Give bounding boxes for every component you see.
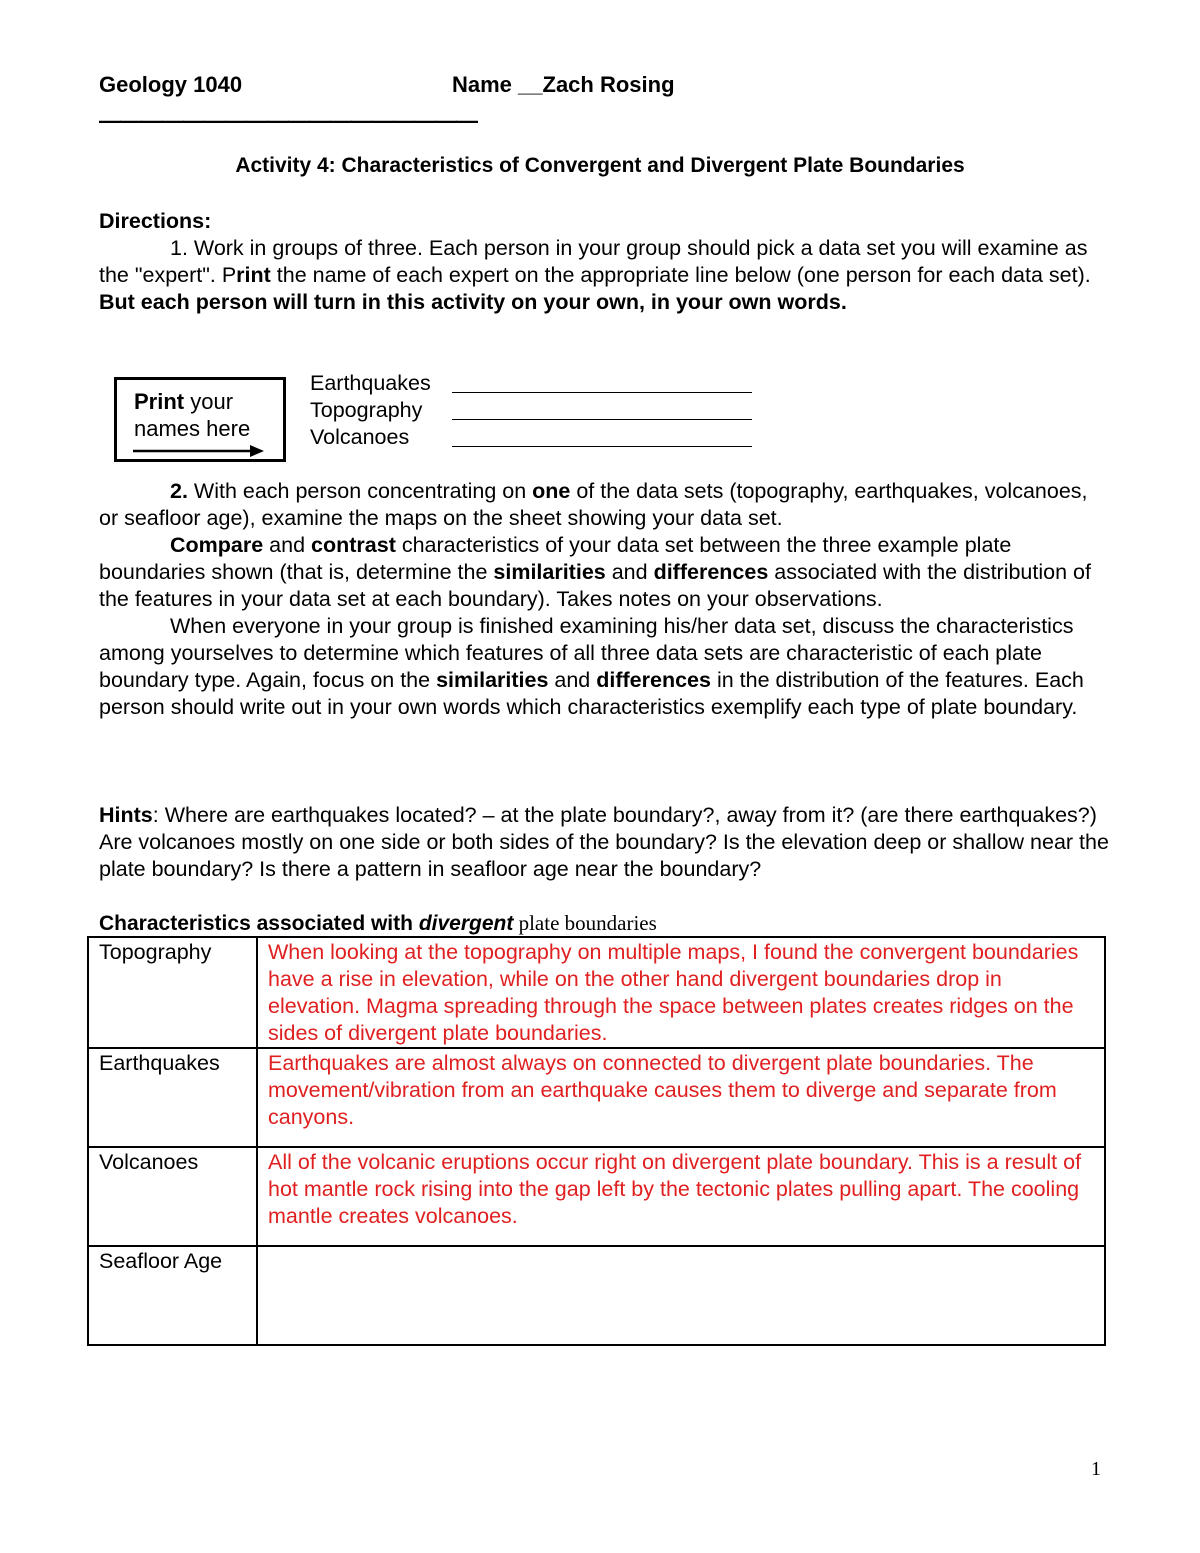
step2-number: 2. bbox=[170, 479, 188, 503]
hints-section bbox=[99, 802, 1109, 883]
expert-name-field[interactable] bbox=[452, 370, 752, 393]
answer-cell[interactable] bbox=[257, 1246, 1105, 1345]
step1-bold-rint: rint bbox=[236, 263, 271, 287]
hints-label: Hints bbox=[99, 803, 153, 827]
hints-text: : Where are earthquakes located? – at the plate boundary?, away from it? (are there earthquakes?) Are volcanoes mostly on one side or both sides of the boundary? Is the elevation deep or shallow near the plate boundary? Is there a pattern in seafloor age near the boundary? bbox=[99, 803, 1109, 881]
expert-name-field[interactable] bbox=[452, 424, 752, 447]
activity-title: Activity 4: Characteristics of Convergent and Divergent Plate Boundaries bbox=[235, 154, 965, 177]
step2-paragraph-1 bbox=[99, 478, 1109, 532]
answer-cell[interactable]: When looking at the topography on multiple maps, I found the convergent boundaries have a rise in elevation, while on the other hand divergent boundaries drop in elevation. Magma spreading through the space between plates creates ridges on the sides of divergent plate boundaries. bbox=[257, 937, 1105, 1048]
header-rule: —————————————————— bbox=[99, 108, 477, 133]
caption-divergent: divergent bbox=[418, 912, 514, 935]
print-line2: names here bbox=[134, 416, 251, 441]
caption-text: Characteristics associated with bbox=[99, 912, 419, 935]
directions-section bbox=[99, 208, 1099, 316]
step2-bold-one: one bbox=[532, 479, 571, 503]
step2-text: With each person concentrating on bbox=[187, 479, 533, 503]
step1-number: 1 bbox=[170, 236, 182, 260]
step2-text: When everyone in your group is finished examining his/her data set, discuss the characteristics among yourselves to determine which features of all three data sets are characteristic of each plate boundary type. Again, focus on the bbox=[99, 614, 1074, 692]
expert-row-earthquakes bbox=[310, 370, 752, 397]
step2-paragraph-3 bbox=[99, 613, 1109, 721]
caption-text: plate boundaries bbox=[513, 911, 657, 935]
print-bold: Print bbox=[134, 389, 185, 414]
bold-contrast: contrast bbox=[311, 533, 396, 557]
step1-text-a: . Work in groups of three. Each person in your group should pick a data set you will examine as the "expert". P bbox=[99, 236, 1088, 287]
print-names-callout bbox=[114, 377, 286, 462]
expert-label: Volcanoes bbox=[310, 425, 410, 449]
bold-compare: Compare bbox=[170, 533, 264, 557]
expert-row-topography bbox=[310, 397, 752, 424]
student-name-line: Name __Zach Rosing bbox=[452, 72, 675, 97]
bold-differences: differences bbox=[596, 668, 711, 692]
step2-text: and bbox=[548, 668, 597, 692]
step2-text: in the distribution of the features. Each person should write out in your own words which characteristics exemplify each type of plate boundary. bbox=[99, 668, 1084, 719]
directions-step2 bbox=[99, 478, 1109, 721]
table-row bbox=[88, 1048, 1105, 1147]
row-label: Earthquakes bbox=[88, 1048, 257, 1147]
table-row bbox=[88, 1147, 1105, 1246]
print-names-label bbox=[134, 388, 250, 442]
step2-paragraph-2 bbox=[99, 532, 1109, 613]
characteristics-table bbox=[87, 936, 1106, 1346]
bold-similarities: similarities bbox=[436, 668, 549, 692]
step2-text: of the data sets (topography, earthquakes, volcanoes, or seafloor age), examine the maps on the sheet showing your data set. bbox=[99, 479, 1088, 530]
print-rest: your bbox=[184, 389, 234, 414]
row-label: Seafloor Age bbox=[88, 1246, 257, 1345]
step2-text: and bbox=[263, 533, 312, 557]
answer-cell[interactable]: All of the volcanic eruptions occur right on divergent plate boundary. This is a result of hot mantle rock rising into the gap left by the tectonic plates pulling apart. The cooling mantle creates volcanoes. bbox=[257, 1147, 1105, 1246]
page-number: 1 bbox=[1091, 1458, 1101, 1480]
bold-similarities: similarities bbox=[493, 560, 606, 584]
expert-name-field[interactable] bbox=[452, 397, 752, 420]
table-row bbox=[88, 1246, 1105, 1345]
step1-text-b: the name of each expert on the appropriate line below (one person for each data set). bbox=[270, 263, 1091, 287]
bold-differences: differences bbox=[653, 560, 769, 584]
expert-row-volcanoes bbox=[310, 424, 752, 451]
table-caption bbox=[99, 911, 657, 936]
expert-label: Earthquakes bbox=[310, 371, 431, 395]
directions-heading: Directions: bbox=[99, 209, 212, 233]
step2-text: and bbox=[605, 560, 654, 584]
expert-names bbox=[310, 370, 752, 451]
arrow-right-icon bbox=[133, 443, 265, 459]
answer-cell[interactable]: Earthquakes are almost always on connected to divergent plate boundaries. The movement/vibration from an earthquake causes them to diverge and separate from canyons. bbox=[257, 1048, 1105, 1147]
directions-step1 bbox=[99, 235, 1099, 316]
row-label: Volcanoes bbox=[88, 1147, 257, 1246]
expert-label: Topography bbox=[310, 398, 423, 422]
step1-bold-tail: But each person will turn in this activity on your own, in your own words. bbox=[99, 290, 847, 314]
table-row bbox=[88, 937, 1105, 1048]
row-label: Topography bbox=[88, 937, 257, 1048]
step2-text: associated with the distribution of the features in your data set at each boundary). Takes notes on your observations. bbox=[99, 560, 1091, 611]
course-title: Geology 1040 bbox=[99, 72, 243, 97]
step2-text: characteristics of your data set between the three example plate boundaries shown (that is, determine the bbox=[99, 533, 1012, 584]
